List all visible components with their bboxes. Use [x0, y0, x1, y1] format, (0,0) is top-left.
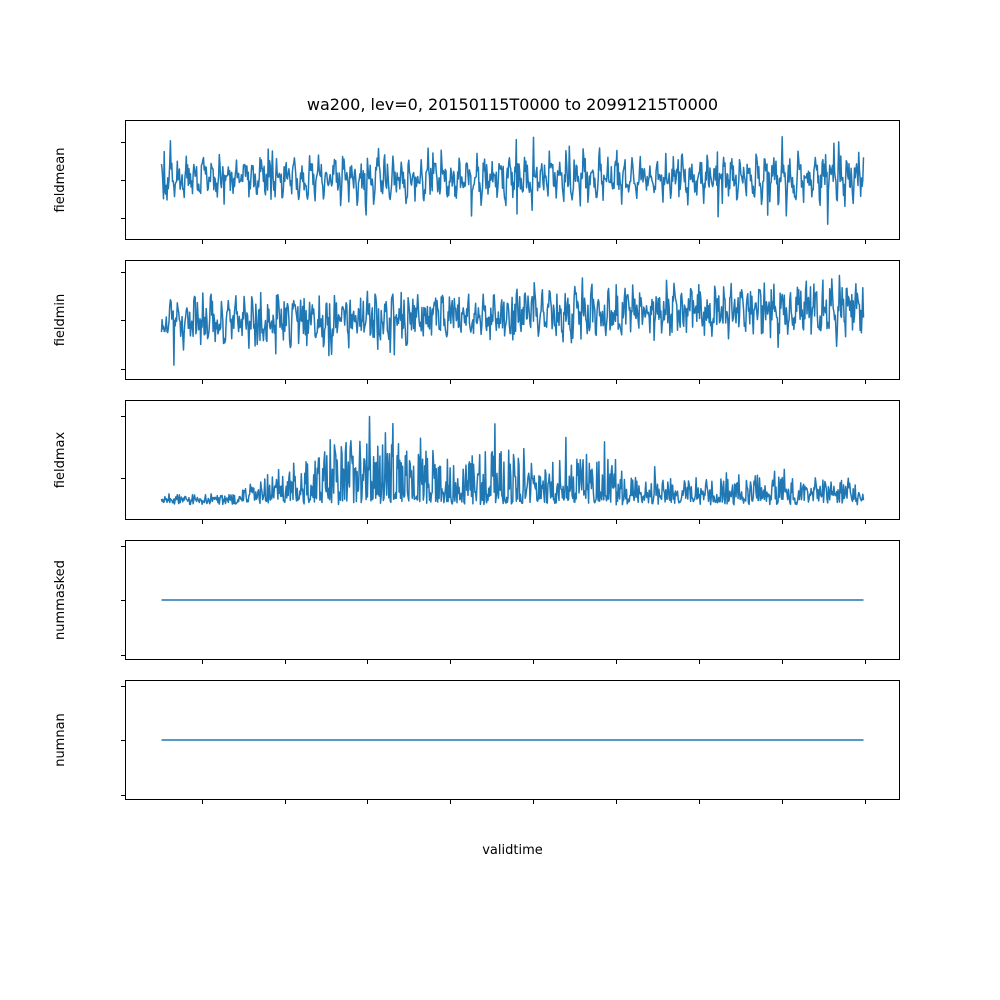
- x-tick-mark: [202, 520, 203, 524]
- x-tick-mark: [202, 380, 203, 384]
- fieldmax-series-path: [162, 417, 864, 505]
- y-tick-mark: [121, 740, 125, 741]
- x-tick-mark: [285, 240, 286, 244]
- x-tick-mark: [285, 800, 286, 804]
- x-tick-mark: [285, 380, 286, 384]
- x-tick-mark: [202, 800, 203, 804]
- subplot-nummasked: [125, 540, 900, 660]
- y-tick-mark: [121, 686, 125, 687]
- x-tick-mark: [285, 660, 286, 664]
- x-tick-mark: [450, 800, 451, 804]
- x-tick-mark: [533, 800, 534, 804]
- x-tick-mark: [616, 520, 617, 524]
- y-tick-mark: [121, 416, 125, 417]
- x-tick-mark: [782, 240, 783, 244]
- fieldmin-series-path: [162, 276, 864, 366]
- x-tick-mark: [533, 660, 534, 664]
- x-tick-mark: [865, 520, 866, 524]
- fieldmin-line: [126, 261, 899, 379]
- x-tick-mark: [865, 380, 866, 384]
- x-tick-mark: [533, 380, 534, 384]
- y-tick-mark: [121, 272, 125, 273]
- subplot-numnan: [125, 680, 900, 800]
- x-axis-label: validtime: [482, 843, 543, 858]
- y-axis-label-nummasked: nummasked: [53, 560, 68, 640]
- x-tick-mark: [699, 380, 700, 384]
- y-tick-mark: [121, 546, 125, 547]
- x-tick-mark: [782, 380, 783, 384]
- x-tick-mark: [782, 800, 783, 804]
- subplot-fieldmax: [125, 400, 900, 520]
- x-tick-mark: [865, 800, 866, 804]
- y-axis-label-numnan: numnan: [53, 713, 68, 767]
- x-tick-mark: [699, 660, 700, 664]
- x-tick-mark: [782, 660, 783, 664]
- numnan-line: [126, 681, 899, 799]
- x-tick-mark: [533, 520, 534, 524]
- x-tick-mark: [367, 800, 368, 804]
- y-axis-label-fieldmean: fieldmean: [53, 147, 68, 213]
- x-tick-mark: [699, 240, 700, 244]
- x-tick-mark: [699, 800, 700, 804]
- x-tick-mark: [367, 240, 368, 244]
- y-tick-mark: [121, 142, 125, 143]
- y-tick-mark: [121, 795, 125, 796]
- x-tick-mark: [367, 380, 368, 384]
- y-tick-mark: [121, 369, 125, 370]
- x-tick-mark: [616, 240, 617, 244]
- y-axis-label-fieldmin: fieldmin: [53, 293, 68, 347]
- y-tick-mark: [121, 600, 125, 601]
- x-tick-mark: [450, 240, 451, 244]
- x-tick-mark: [782, 520, 783, 524]
- y-tick-mark: [121, 180, 125, 181]
- x-tick-mark: [533, 240, 534, 244]
- x-tick-mark: [616, 660, 617, 664]
- subplot-fieldmean: [125, 120, 900, 240]
- fieldmean-series-path: [162, 137, 864, 224]
- nummasked-line: [126, 541, 899, 659]
- y-tick-mark: [121, 320, 125, 321]
- y-tick-mark: [121, 655, 125, 656]
- x-tick-mark: [285, 520, 286, 524]
- x-tick-mark: [616, 800, 617, 804]
- y-tick-mark: [121, 218, 125, 219]
- x-tick-mark: [865, 240, 866, 244]
- y-tick-mark: [121, 478, 125, 479]
- x-tick-mark: [202, 660, 203, 664]
- subplot-fieldmin: [125, 260, 900, 380]
- x-tick-mark: [450, 380, 451, 384]
- x-tick-mark: [367, 660, 368, 664]
- x-tick-mark: [450, 520, 451, 524]
- chart-title: wa200, lev=0, 20150115T0000 to 20991215T0000: [306, 95, 719, 114]
- fieldmax-line: [126, 401, 899, 519]
- x-tick-mark: [865, 660, 866, 664]
- x-tick-mark: [450, 660, 451, 664]
- x-tick-mark: [616, 380, 617, 384]
- x-tick-mark: [699, 520, 700, 524]
- x-tick-mark: [202, 240, 203, 244]
- y-axis-label-fieldmax: fieldmax: [53, 431, 68, 489]
- x-tick-mark: [367, 520, 368, 524]
- fieldmean-line: [126, 121, 899, 239]
